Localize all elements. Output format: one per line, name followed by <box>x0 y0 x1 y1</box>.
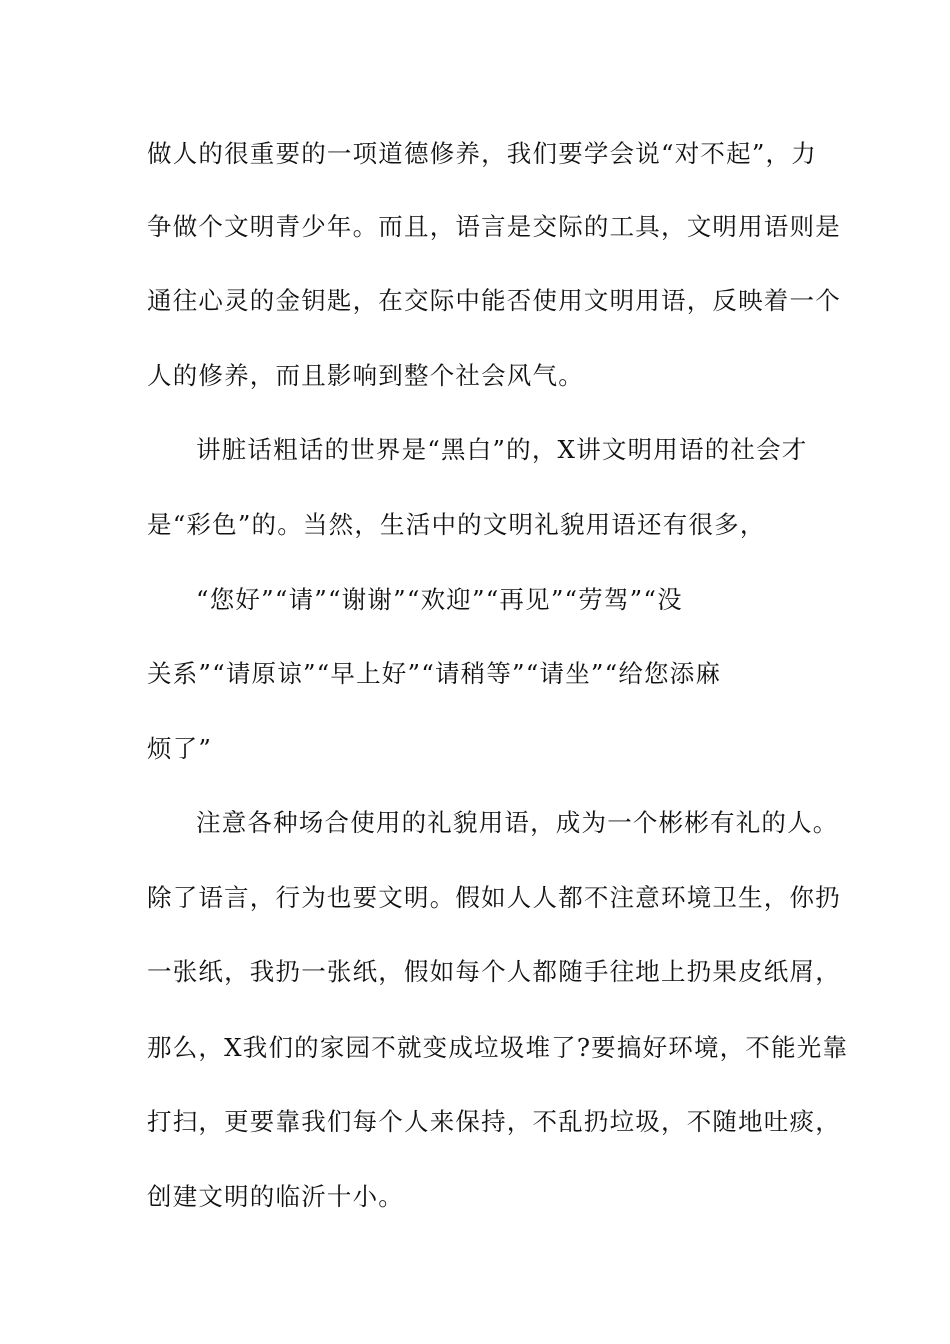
text-line-10: 注意各种场合使用的礼貌用语，成为一个彬彬有礼的人。 <box>196 808 839 837</box>
text-line-1: 做人的很重要的一项道德修养，我们要学会说“对不起”，力 <box>147 139 817 168</box>
text-line-6: 是“彩色”的。当然，生活中的文明礼貌用语还有很多， <box>147 510 766 539</box>
text-line-8: 关系”“请原谅”“早上好”“请稍等”“请坐”“给您添麻 <box>147 659 722 688</box>
text-line-4: 人的修养，而且影响到整个社会风气。 <box>147 361 584 390</box>
text-line-9: 烦了” <box>147 734 213 763</box>
text-line-15: 创建文明的临沂十小。 <box>147 1182 404 1211</box>
text-line-3: 通往心灵的金钥匙，在交际中能否使用文明用语，反映着一个 <box>147 286 841 315</box>
text-line-11: 除了语言，行为也要文明。假如人人都不注意环境卫生，你扔 <box>147 883 841 912</box>
text-line-12: 一张纸，我扔一张纸，假如每个人都随手往地上扔果皮纸屑， <box>147 957 841 986</box>
text-line-14: 打扫，更要靠我们每个人来保持，不乱扔垃圾，不随地吐痰， <box>147 1107 841 1136</box>
text-line-7: “您好”“请”“谢谢”“欢迎”“再见”“劳驾”“没 <box>196 585 683 614</box>
text-line-13: 那么，X我们的家园不就变成垃圾堆了?要搞好环境，不能光靠 <box>147 1033 849 1062</box>
text-line-5: 讲脏话粗话的世界是“黑白”的，X讲文明用语的社会才 <box>196 435 808 464</box>
text-line-2: 争做个文明青少年。而且，语言是交际的工具，文明用语则是 <box>147 212 841 241</box>
